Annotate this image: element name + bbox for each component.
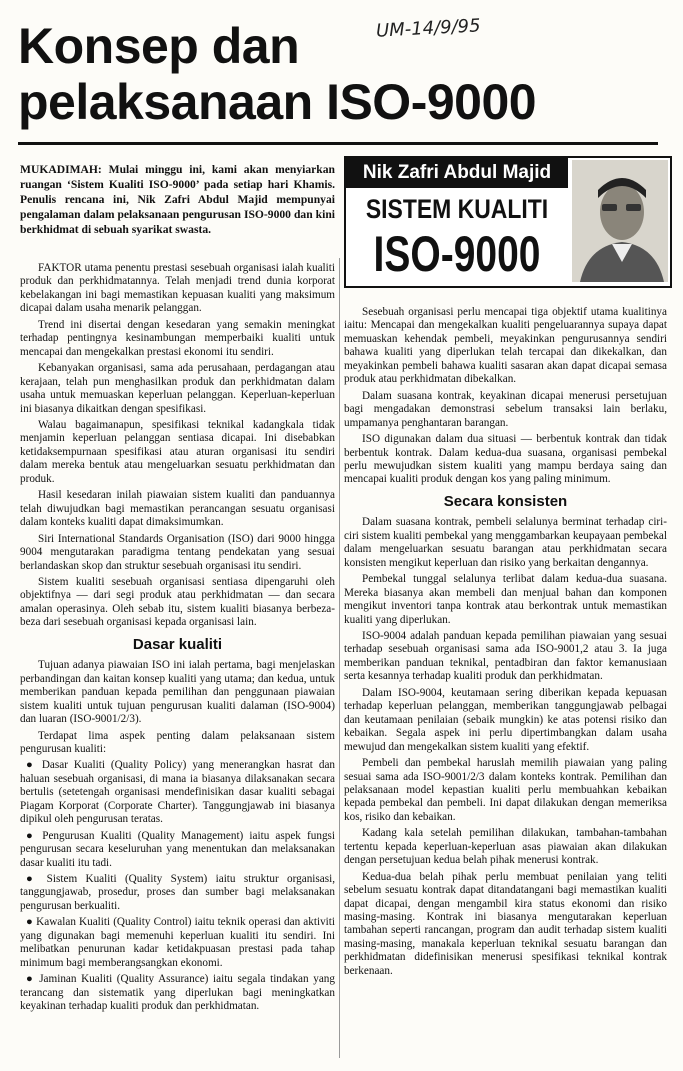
body-paragraph: ISO digunakan dalam dua situasi — berbentuk kontrak dan tidak berbentuk kontrak. Dalam kedua-dua suasana, organisasi pembekal perlu mewujudkan sistem kualiti yang mampu berdaya saing dan mencapai kualiti produk dengan kos yang paling minimum.	[344, 433, 667, 486]
bullet-item: ● Jaminan Kualiti (Quality Assurance) iaitu segala tindakan yang terancang dan sistematik yang diperlukan bagi meningkatkan keyakinan terhadap kualiti produk dan perkhidmatan.	[20, 973, 335, 1013]
body-paragraph: FAKTOR utama penentu prestasi sesebuah organisasi ialah kualiti produk dan perkhidmatannya. Telah menjadi trend dunia korporat kebelakangan ini bagi memastikan kepuasan kualiti yang maksimum dicapai dalam usaha menarik pelanggan.	[20, 262, 335, 315]
body-paragraph: Kebanyakan organisasi, sama ada perusahaan, perdagangan atau kerajaan, telah pun menghasilkan produk dan perkhidmatan dalam usaha untuk memuaskan keperluan pelanggan. Keperluan-keperluan ini biasanya dikaitkan dengan spesifikasi.	[20, 362, 335, 415]
body-paragraph: Pembeli dan pembekal haruslah memilih piawaian yang paling sesuai sama ada ISO-9001/2/3 dalam konteks kontrak. Pemilihan dan pelaksanaan model kepastian kualiti perlu membuahkan kebaikan kepada pembekal dan pembeli. Ini dapat dilakukan dengan memeriksa kos, risiko dan kebaikan.	[344, 757, 667, 823]
author-portrait-photo	[572, 160, 668, 282]
column-divider	[339, 258, 340, 1058]
author-name: Nik Zafri Abdul Majid	[346, 158, 568, 188]
body-paragraph: Kadang kala setelah pemilihan dilakukan, tambahan-tambahan tertentu kepada keperluan-keperluan asas piawaian akan dilakukan dengan persetujuan kedua belah pihak menerusi kontrak.	[344, 827, 667, 867]
body-paragraph: Siri International Standards Organisation (ISO) dari 9000 hingga 9004 mengutarakan paradigma tentang pendekatan yang sesuai berlandaskan skop dan struktur sesebuah organisasi itu sendiri.	[20, 532, 335, 572]
bullet-item: ● Dasar Kualiti (Quality Policy) yang menerangkan hasrat dan haluan sesebuah organisasi, di mana ia biasanya dilaksanakan secara bertulis (setetengah organisasi mendefinisikan dasar kualiti sebagai Piagam Korporat (Corporate Charter). Tanggungjawab ini biasanya dipikul oleh pengurusan teratas.	[20, 759, 335, 826]
body-paragraph: Pembekal tunggal selalunya terlibat dalam kedua-dua suasana. Mereka biasanya akan membeli dan menjual bahan dan komponen mengikut inventori tanpa kontrak atau berkontrak untuk memastikan kualiti yang diperlukan.	[344, 573, 667, 626]
lead-text: Mulai minggu ini, kami akan menyiarkan ruangan ‘Sistem Kualiti ISO-9000’ pada setiap hari Khamis. Penulis rencana ini, Nik Zafri Abdul Majid mempunyai pengalaman dalam pelaksanaan pengurusan ISO-9000 dan kini berkhidmat di sebuah syarikat swasta.	[20, 163, 336, 236]
body-paragraph: Sistem kualiti sesebuah organisasi sentiasa dipengaruhi oleh objektifnya — dari segi produk atau perkhidmatan — dan secara amalan operasinya. Oleh sebab itu, sistem kualiti biasanya berbeza-beza dari sesebuah organisasi kepada organisasi lain.	[20, 575, 335, 629]
body-paragraph: Kedua-dua belah pihak perlu membuat penilaian yang teliti sebelum sesuatu kontrak dapat ditandatangani bagi memastikan kualiti dapat dicapai, dengan mengambil kira status ekonomi dan risiko masing-masing. Kontrak ini biasanya mengutarakan keperluan tambahan seperti rancangan, program dan audit terhadap sistem kualiti masing-masing, manakala keperluan teknikal sesuatu barangan dan perkhidmatan didefinisikan menerusi spesifikasi teknikal kontrak berkenaan.	[344, 870, 667, 977]
body-paragraph: Hasil kesedaran inilah piawaian sistem kualiti dan panduannya telah diwujudkan bagi memastikan perancangan sesuatu organisasi dalam konteks kualiti dapat dimaksimumkan.	[20, 489, 335, 529]
bullet-item: ● Kawalan Kualiti (Quality Control) iaitu teknik operasi dan aktiviti yang digunakan bagi memenuhi keperluan kualiti itu sendiri. Ini melibatkan penurunan kadar ketidakpuasan prestasi pada tahap minimum bagi memberangsangkan ekonomi.	[20, 916, 335, 969]
body-paragraph: Terdapat lima aspek penting dalam pelaksanaan sistem pengurusan kualiti:	[20, 729, 335, 755]
headline-rule	[18, 142, 658, 145]
column-banner	[344, 156, 672, 288]
lead-paragraph	[20, 162, 335, 237]
portrait-icon	[572, 160, 668, 282]
subhead-secara-konsisten: Secara konsisten	[443, 492, 568, 510]
bullet-item: ● Sistem Kualiti (Quality System) iaitu struktur organisasi, tanggungjawab, prosedur, proses dan sumber bagi melaksanakan pengurusan berkualiti.	[20, 873, 335, 912]
headline-line-1: Konsep dan	[18, 18, 300, 74]
article-headline	[18, 18, 536, 130]
body-paragraph: Tujuan adanya piawaian ISO ini ialah pertama, bagi menjelaskan perbandingan dan kaitan konsep kualiti yang utama; dan kedua, untuk memberikan panduan kepada pemilihan dan penggunaan piawaian sistem kualiti untuk tujuan pengurusan kualiti dalaman (ISO-9004) dan luaran (ISO-9001/2/3).	[20, 659, 335, 726]
body-paragraph: Dalam suasana kontrak, keyakinan dicapai menerusi persetujuan bagi mengadakan demonstrasi sebelum transaksi lain berlaku, umpamanya penghantaran barangan.	[344, 389, 667, 429]
body-paragraph: Dalam ISO-9004, keutamaan sering diberikan kepada kepuasan terhadap keperluan pelanggan, memberikan tanggungjawab pelbagai dan keutamaan penilaian (sebaik mungkin) ke atas potensi risiko dan kebaikan. Segala aspek ini perlu dipertimbangkan dalam usaha mewujud dan mengekalkan sistem kualiti yang efektif.	[344, 686, 667, 753]
lead-label: MUKADIMAH:	[20, 163, 102, 176]
handwritten-date-note: UM-14/9/95	[375, 15, 482, 42]
body-paragraph: Sesebuah organisasi perlu mencapai tiga objektif utama kualitinya iaitu: Mencapai dan mengekalkan kualiti pengeluarannya supaya dapat memuaskan kehendak pembeli, meyakinkan pengurusannya sendiri bahawa kualiti yang diperlukan telah tercapai dan dikekalkan, dan meyakinkan pembeli bahawa kualiti sasaran akan dapat dicapai semasa produk atau perkhidmatan dibekalkan.	[344, 306, 667, 386]
subhead-dasar-kualiti: Dasar kualiti	[132, 635, 223, 653]
body-paragraph: Walau bagaimanapun, spesifikasi teknikal kadangkala tidak menjamin keperluan pelanggan sentiasa dicapai. Ini disebabkan ketidaksempurnaan spesifikasi atau aturan organisasi itu sendiri dalam mereka bentuk atau mengeluarkan sesuatu perkhidmatan dan produk.	[20, 418, 335, 485]
column-title-line-2: ISO-9000	[373, 226, 541, 282]
column-title-line-1: SISTEM KUALITI	[365, 194, 549, 224]
body-paragraph: Trend ini disertai dengan kesedaran yang semakin meningkat terhadap pentingnya kesinambungan memperbaiki kualiti untuk mencapai dan mengekalkan prestasi ekonomi itu sendiri.	[20, 318, 335, 358]
right-column	[344, 306, 667, 981]
bullet-item: ● Pengurusan Kualiti (Quality Management) iaitu aspek fungsi pengurusan secara keseluruhan yang menentukan dan melaksanakan dasar kualiti itu tadi.	[20, 829, 335, 869]
left-column	[20, 262, 335, 1017]
body-paragraph: ISO-9004 adalah panduan kepada pemilihan piawaian yang sesuai terhadap sesebuah organisasi sama ada ISO-9001,2 atau 3. Ia juga memberikan panduan teknikal, pentadbiran dan faktor kemanusiaan serta kesannya terhadap kualiti produk dan perkhidmatan.	[344, 629, 667, 683]
body-paragraph: Dalam suasana kontrak, pembeli selalunya berminat terhadap ciri-ciri sistem kualiti pembekal yang menggambarkan keupayaan pembekal dalam mengeluarkan sesuatu barangan atau perkhidmatan secara konsisten mengikut keperluan dan risiko yang berkaitan dengannya.	[344, 516, 667, 569]
headline-line-2: pelaksanaan ISO-9000	[18, 74, 537, 130]
